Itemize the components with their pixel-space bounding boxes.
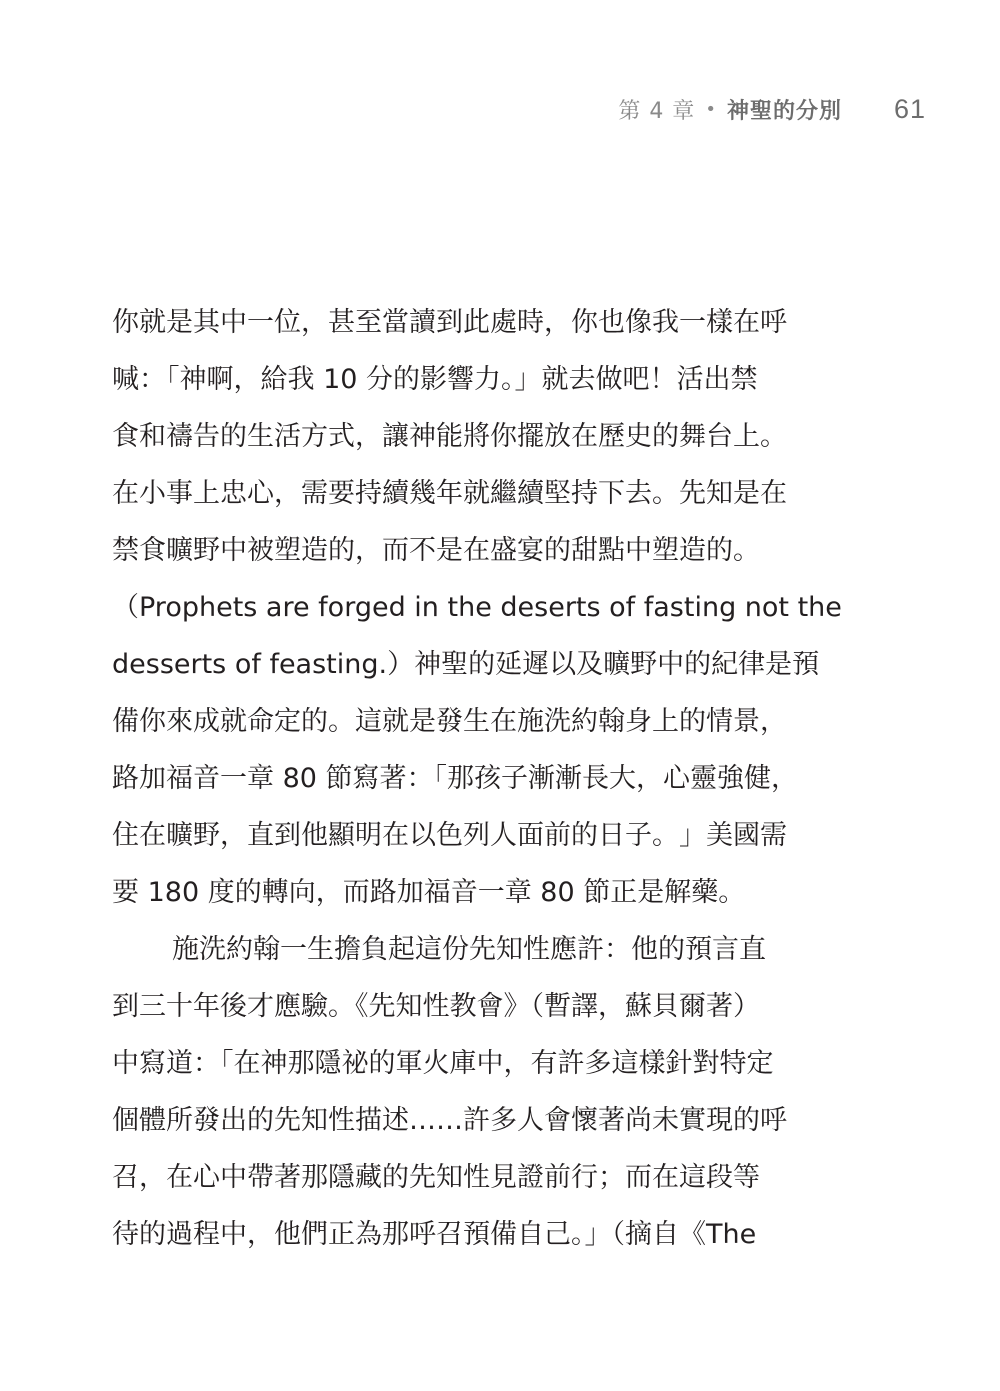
text-line: 到三十年後才應驗。《先知性教會》（暫譯，蘇貝爾著） [112, 991, 760, 1022]
body-text [112, 294, 847, 1263]
header-separator: • [705, 98, 717, 120]
chapter-title: 神聖的分別 [726, 98, 842, 124]
text-segment: 路加福音一章 80 節寫著：「 [112, 763, 448, 794]
text-line: 備你來成就命定的。這就是發生在施洗約翰身上的情景， [112, 706, 787, 737]
scripture-quote: 住在曠野，直到他顯明在以色列人面前的日子。 [112, 820, 679, 851]
chapter-label: 第 4 章 [618, 98, 696, 124]
running-header [618, 92, 926, 126]
text-line: 禁食曠野中被塑造的，而不是在盛宴的甜點中塑造的。 [112, 535, 760, 566]
scripture-quote: 那孩子漸漸長大，心靈強健， [447, 763, 799, 794]
text-line: 喊：「神啊，給我 10 分的影響力。」就去做吧！活出禁 [112, 364, 758, 395]
text-line: 召，在心中帶著那隱藏的先知性見證前行；而在這段等 [112, 1162, 760, 1193]
text-line: desserts of feasting.）神聖的延遲以及曠野中的紀律是預 [112, 649, 820, 680]
paragraph-first-line: 施洗約翰一生擔負起這份先知性應許：他的預言直 [172, 934, 766, 965]
page-number: 61 [893, 93, 926, 124]
text-line: 中寫道：「在神那隱祕的軍火庫中，有許多這樣針對特定 [112, 1048, 774, 1079]
text-line: 待的過程中，他們正為那呼召預備自己。」（摘自《The [112, 1219, 757, 1250]
text-line: 在小事上忠心，需要持續幾年就繼續堅持下去。先知是在 [112, 478, 787, 509]
text-line: 你就是其中一位，甚至當讀到此處時，你也像我一樣在呼 [112, 307, 787, 338]
text-segment: 」美國需 [679, 820, 787, 851]
text-line [112, 807, 847, 864]
text-line: （Prophets are forged in the deserts of fasting not the [112, 592, 842, 623]
text-line [112, 750, 847, 807]
text-line: 個體所發出的先知性描述……許多人會懷著尚未實現的呼 [112, 1105, 787, 1136]
text-line: 要 180 度的轉向，而路加福音一章 80 節正是解藥。 [112, 877, 746, 908]
text-line: 食和禱告的生活方式，讓神能將你擺放在歷史的舞台上。 [112, 421, 787, 452]
